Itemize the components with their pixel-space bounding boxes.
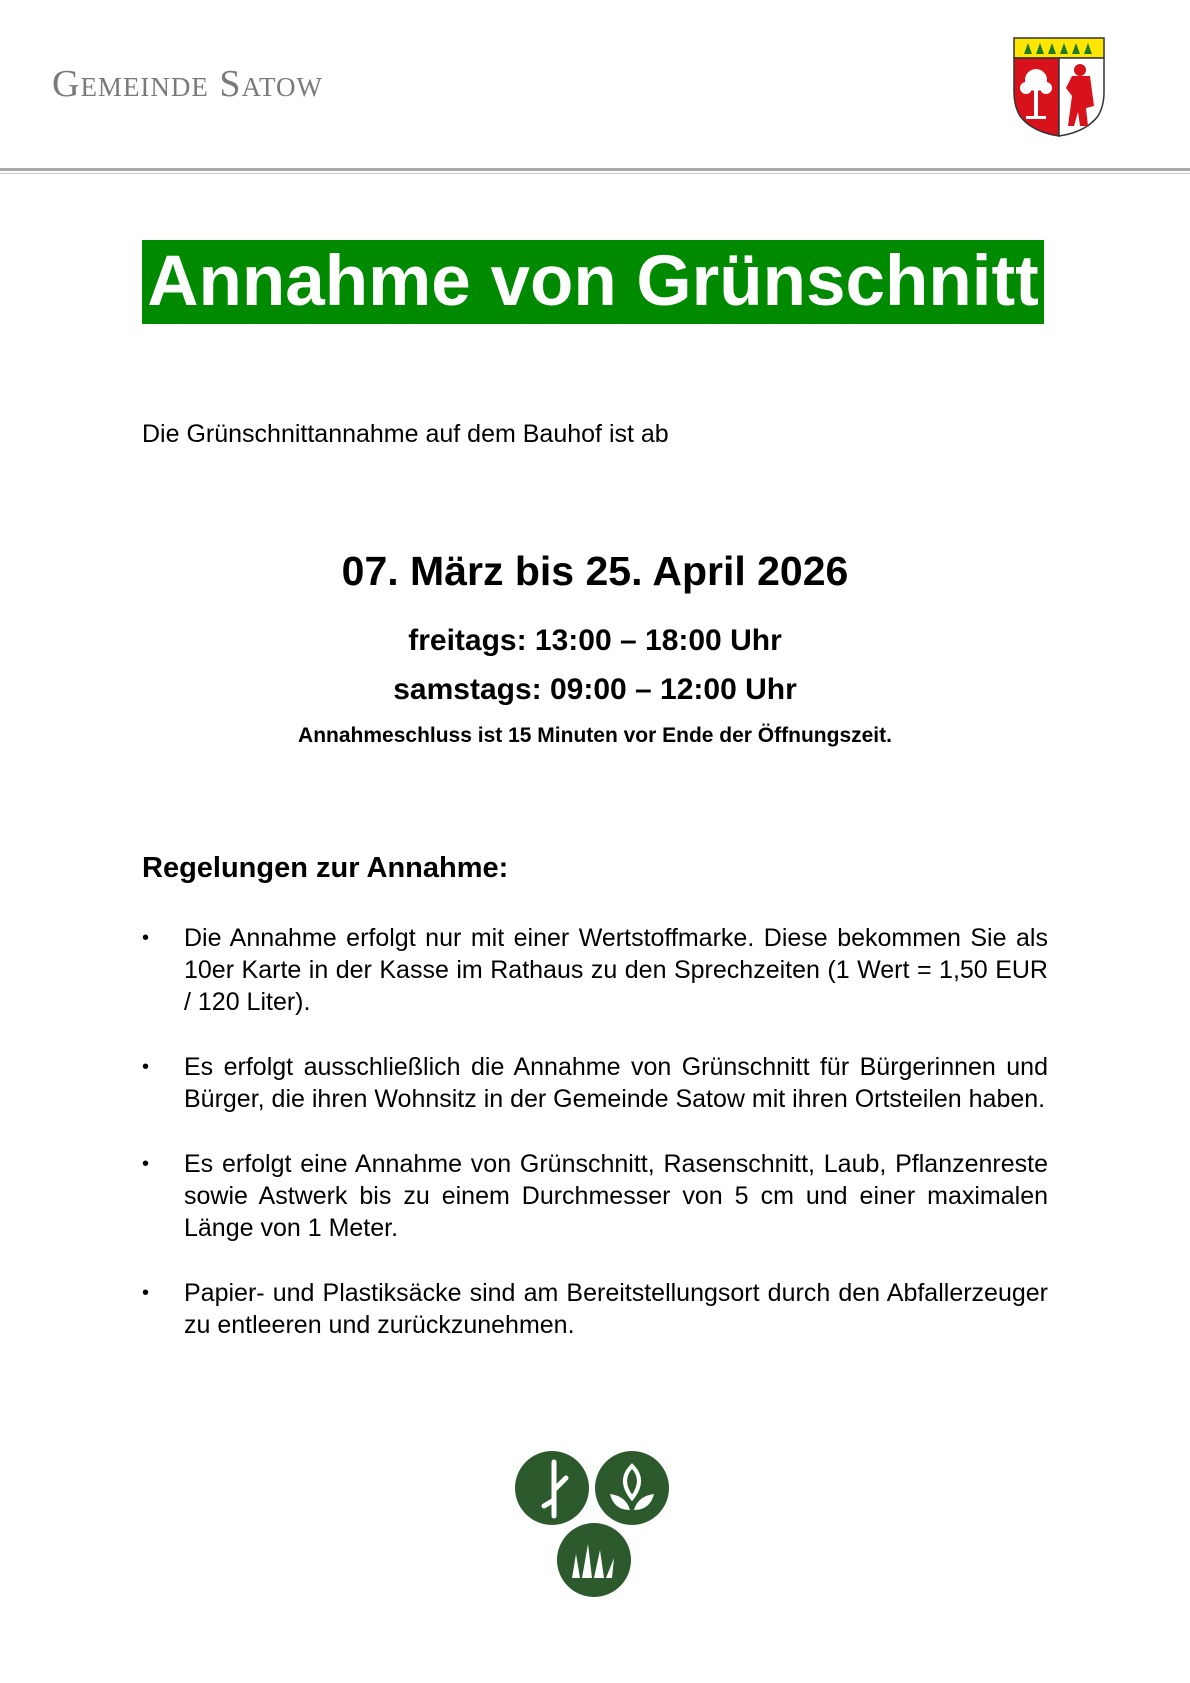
rules-heading: Regelungen zur Annahme: <box>142 852 509 884</box>
leaf-icon <box>595 1451 669 1525</box>
header-rule <box>0 168 1190 171</box>
rule-item <box>142 1148 1048 1244</box>
opening-hours-saturday: samstags: 09:00 – 12:00 Uhr <box>393 673 797 706</box>
intro-text: Die Grünschnittannahme auf dem Bauhof ist ab <box>142 420 669 448</box>
rule-text: Es erfolgt eine Annahme von Grünschnitt, Rasenschnitt, Laub, Pflanzenreste sowie Astwerk bis zu einem Durchmesser von 5 cm und einer maximalen Länge von 1 Meter. <box>184 1150 1048 1242</box>
rule-text: Die Annahme erfolgt nur mit einer Wertstoffmarke. Diese bekommen Sie als 10er Karte in der Kasse im Rathaus zu den Sprechzeiten (1 Wert = 1,50 EUR / 120 Liter). <box>184 924 1048 1016</box>
bullet-icon: • <box>142 1153 150 1175</box>
rule-text: Papier- und Plastiksäcke sind am Bereitstellungsort durch den Abfallerzeuger zu entleeren und zurückzunehmen. <box>184 1279 1048 1339</box>
opening-hours-friday: freitags: 13:00 – 18:00 Uhr <box>408 624 782 657</box>
closing-note: Annahmeschluss ist 15 Minuten vor Ende der Öffnungszeit. <box>298 724 892 747</box>
rules-list <box>142 922 1048 1374</box>
letterhead-org-name: Gemeinde Satow <box>52 63 324 105</box>
coat-of-arms-icon <box>1012 36 1106 140</box>
rule-item <box>142 1051 1048 1115</box>
rule-item <box>142 922 1048 1018</box>
bullet-icon: • <box>142 1282 150 1304</box>
bullet-icon: • <box>142 927 150 949</box>
header-rule-thin <box>0 173 1190 174</box>
date-range: 07. März bis 25. April 2026 <box>341 548 849 594</box>
grass-icon <box>557 1523 631 1597</box>
page-title: Annahme von Grünschnitt <box>142 240 1044 324</box>
rule-item <box>142 1277 1048 1341</box>
branch-icon <box>515 1451 589 1525</box>
bullet-icon: • <box>142 1056 150 1078</box>
rule-text: Es erfolgt ausschließlich die Annahme von Grünschnitt für Bürgerinnen und Bürger, die ihren Wohnsitz in der Gemeinde Satow mit ihren Ortsteilen haben. <box>184 1053 1048 1113</box>
green-waste-icons <box>514 1450 674 1598</box>
